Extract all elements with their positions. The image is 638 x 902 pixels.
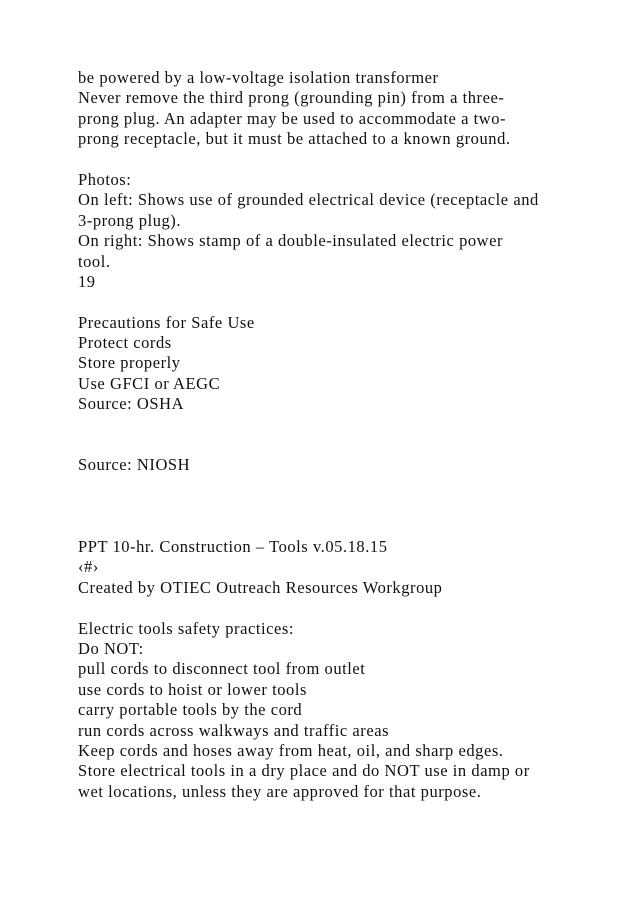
text-line: tool. [78, 251, 111, 271]
blank-line [78, 435, 618, 455]
text-line: wet locations, unless they are approved for that purpose. [78, 781, 482, 801]
text-line: Keep cords and hoses away from heat, oil, and sharp edges. [78, 740, 504, 760]
source-line: Source: NIOSH [78, 455, 191, 475]
blank-line [78, 415, 618, 435]
text-line: Photos: [78, 169, 132, 189]
text-line: Do NOT: [78, 638, 144, 658]
footer-credit: Created by OTIEC Outreach Resources Workgroup [78, 577, 443, 597]
blank-line [78, 150, 618, 170]
footer-title: PPT 10-hr. Construction – Tools v.05.18.15 [78, 536, 388, 556]
text-line: Store properly [78, 353, 181, 373]
blank-line [78, 496, 618, 516]
section-heading: Electric tools safety practices: [78, 618, 294, 638]
slide-number-placeholder: ‹#› [78, 557, 99, 577]
blank-line [78, 598, 618, 618]
slide-number: 19 [78, 271, 96, 291]
text-line: Use GFCI or AEGC [78, 373, 221, 393]
section-heading: Precautions for Safe Use [78, 312, 255, 332]
text-line: On left: Shows use of grounded electrical device (receptacle and [78, 190, 539, 210]
text-line: Store electrical tools in a dry place and do NOT use in damp or [78, 761, 530, 781]
text-line: carry portable tools by the cord [78, 700, 303, 720]
text-line: run cords across walkways and traffic areas [78, 720, 390, 740]
text-line: On right: Shows stamp of a double-insulated electric power [78, 231, 504, 251]
text-line: pull cords to disconnect tool from outlet [78, 659, 366, 679]
text-line: prong plug. An adapter may be used to accommodate a two- [78, 108, 507, 128]
blank-line [78, 517, 618, 537]
source-line: Source: OSHA [78, 394, 185, 414]
text-line: prong receptacle, but it must be attached to a known ground. [78, 129, 511, 149]
blank-line [78, 476, 618, 496]
blank-line [78, 292, 618, 312]
text-line: 3-prong plug). [78, 210, 182, 230]
text-line: Protect cords [78, 333, 172, 353]
text-line: Never remove the third prong (grounding pin) from a three- [78, 88, 505, 108]
text-line: use cords to hoist or lower tools [78, 679, 307, 699]
text-line: be powered by a low-voltage isolation transformer [78, 68, 439, 87]
document-text [78, 68, 618, 802]
